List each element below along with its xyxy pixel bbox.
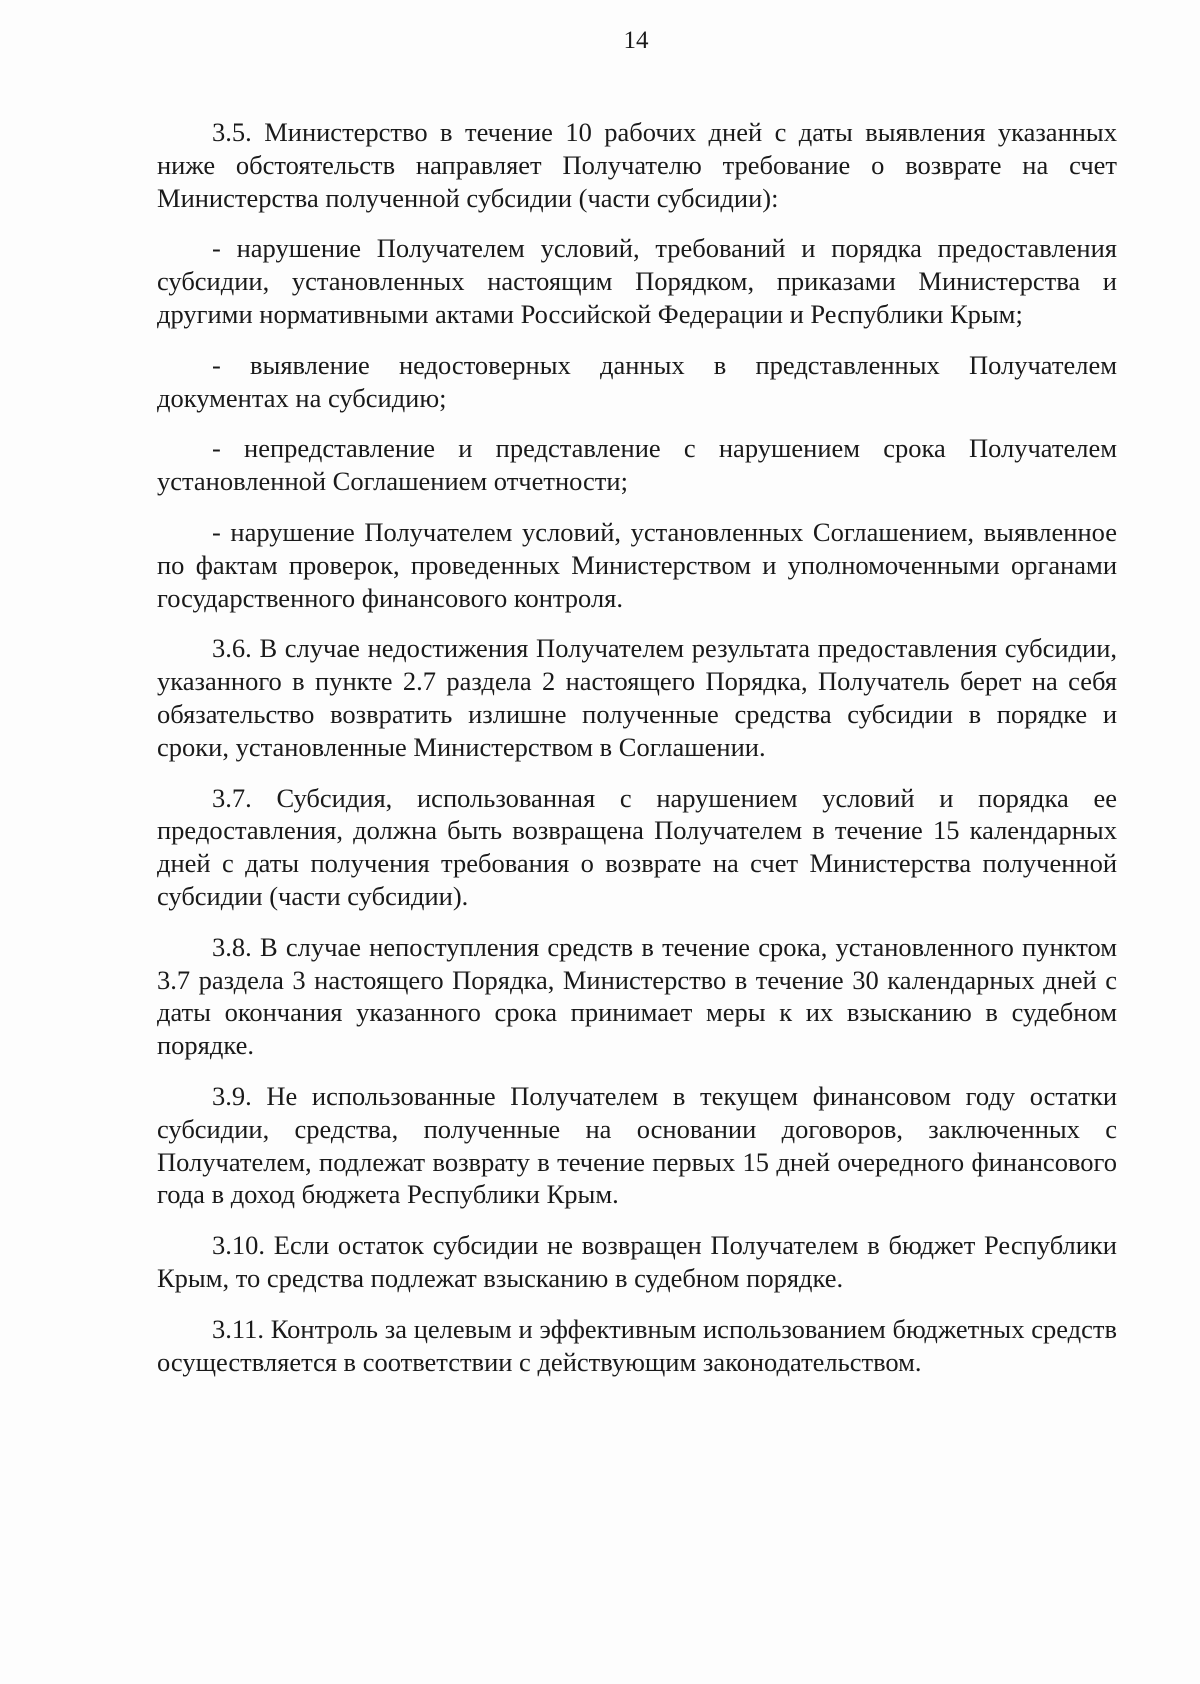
- document-body: [157, 116, 1117, 1378]
- list-item-reporting-failure: - непредставление и представление с нарушением срока Получателем установленной Соглашением отчетности;: [157, 433, 1117, 497]
- paragraph-3-10: 3.10. Если остаток субсидии не возвращен Получателем в бюджет Республики Крым, то средства подлежат взысканию в судебном порядке.: [157, 1230, 1117, 1293]
- paragraph-3-8: 3.8. В случае непоступления средств в течение срока, установленного пунктом 3.7 раздела 3 настоящего Порядка, Министерство в течение 30 календарных дней с даты окончания указанного срока принимает меры к их взысканию в судебном порядке.: [157, 931, 1117, 1061]
- paragraph-3-11: 3.11. Контроль за целевым и эффективным использованием бюджетных средств осуществляется в соответствии с действующим законодательством.: [157, 1313, 1117, 1377]
- paragraph-3-7: 3.7. Субсидия, использованная с нарушением условий и порядка ее предоставления, должна быть возвращена Получателем в течение 15 календарных дней с даты получения требования о возврате на счет Министерства полученной субсидии (части субсидии).: [157, 782, 1117, 911]
- paragraph-3-5: 3.5. Министерство в течение 10 рабочих дней с даты выявления указанных ниже обстоятельств направляет Получателю требование о возврате на счет Министерства полученной субсидии (части субсидии):: [157, 117, 1117, 213]
- page-number: 14: [623, 27, 649, 54]
- list-item-inspection-violation: - нарушение Получателем условий, установленных Соглашением, выявленное по фактам проверок, проведенных Министерством и уполномоченными органами государственного финансового контроля.: [157, 516, 1117, 613]
- list-item-unreliable-data: - выявление недостоверных данных в представленных Получателем документах на субсидию;: [157, 349, 1117, 413]
- paragraph-3-9: 3.9. Не использованные Получателем в текущем финансовом году остатки субсидии, средства, полученные на основании договоров, заключенных с Получателем, подлежат возврату в течение первых 15 дней очередного финансового года в доход бюджета Республики Крым.: [157, 1080, 1117, 1210]
- list-item-violation-conditions: - нарушение Получателем условий, требований и порядка предоставления субсидии, установленных настоящим Порядком, приказами Министерства и другими нормативными актами Российской Федерации и Республики Крым;: [157, 233, 1117, 329]
- paragraph-3-6: 3.6. В случае недостижения Получателем результата предоставления субсидии, указанного в пункте 2.7 раздела 2 настоящего Порядка, Получатель берет на себя обязательство возвратить излишне полученные средства субсидии в порядке и сроки, установленные Министерством в Соглашении.: [157, 633, 1117, 762]
